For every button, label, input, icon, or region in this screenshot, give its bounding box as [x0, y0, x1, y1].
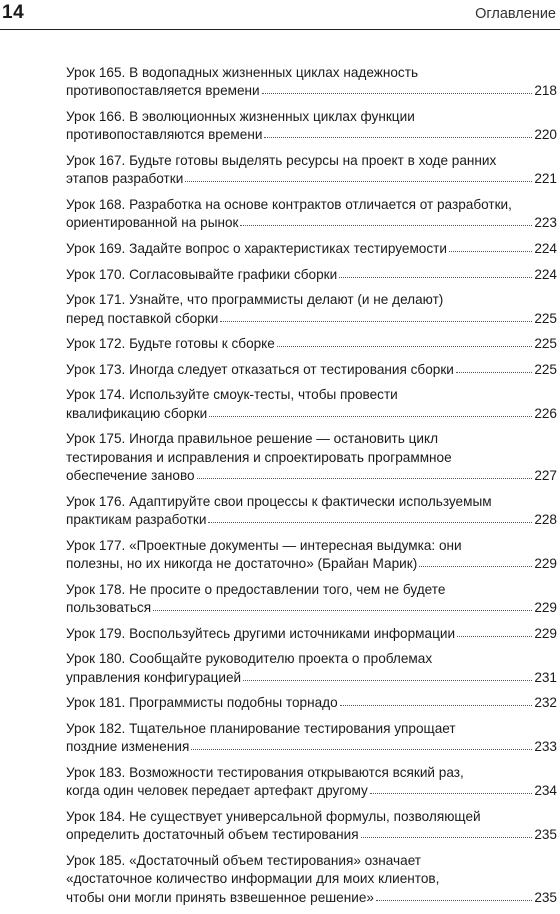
toc-entry-page-number: 234 [534, 783, 557, 799]
toc-entry-last-line [66, 405, 557, 423]
toc-entry-last-line [66, 266, 557, 284]
toc-entry-page-number: 225 [534, 361, 557, 377]
toc-entry-title-line: Урок 170. Согласовывайте графики сборки [66, 266, 338, 282]
dot-leader [457, 636, 532, 637]
dot-leader [340, 705, 533, 706]
dot-leader [185, 181, 532, 182]
toc-entry-page-number: 220 [534, 127, 557, 143]
toc-entry-page-number: 229 [534, 556, 557, 572]
dot-leader [264, 137, 532, 138]
dot-leader [240, 225, 532, 226]
toc-entry-title-line: когда один человек передает артефакт другому [66, 783, 368, 799]
toc-entry-title-line: «достаточное количество информации для моих клиентов, [66, 871, 440, 887]
toc-entry [66, 808, 557, 845]
toc-entry-page-number: 232 [534, 695, 557, 711]
page-header [0, 0, 560, 30]
toc-entry [66, 64, 557, 101]
toc-entry [66, 493, 557, 530]
toc-entry-last-line [66, 889, 557, 907]
toc-entry-title-line: Урок 169. Задайте вопрос о характеристиках тестируемости [66, 241, 447, 256]
toc-entry-title-line: Урок 165. В водопадных жизненных циклах надежность [66, 65, 419, 80]
toc-entry-page-number: 235 [534, 827, 557, 843]
toc-entry-page-number: 228 [534, 512, 557, 528]
toc-entry-page-number: 224 [534, 241, 557, 256]
toc-entry-page-number: 221 [534, 171, 557, 187]
toc-entry-last-line [66, 782, 557, 800]
toc-entry-title-line: Урок 185. «Достаточный объем тестирования» означает [66, 852, 422, 868]
toc-entry [66, 335, 557, 353]
toc-entry-last-line [66, 126, 557, 144]
toc-entry-last-line [66, 310, 557, 328]
toc-entry-title-line: Урок 178. Не просите о предоставлении того, чем не будете [66, 581, 446, 597]
dot-leader [220, 321, 532, 322]
toc-entry-title-line: Урок 173. Иногда следует отказаться от тестирования сборки [66, 361, 454, 377]
toc-entry [66, 291, 557, 328]
dot-leader [191, 749, 532, 750]
toc-entry-last-line [66, 826, 557, 844]
toc-entry-page-number: 218 [534, 83, 557, 99]
toc-entry-page-number: 224 [534, 266, 557, 282]
section-title: Оглавление [475, 6, 556, 22]
toc-entry-title-line: полезны, но их никогда не достаточно» (Брайан Марик) [66, 556, 418, 572]
toc-entry [66, 361, 557, 379]
toc-entry-title-line: Урок 175. Иногда правильное решение — остановить цикл [66, 431, 439, 447]
toc-entry [66, 266, 557, 284]
toc-entry-page-number: 229 [534, 600, 557, 616]
toc-entry [66, 720, 557, 757]
toc-entry-title-line: квалификацию сборки [66, 405, 208, 421]
toc-entry-title-line: Урок 182. Тщательное планирование тестирования упрощает [66, 720, 456, 736]
toc-entry-page-number: 225 [534, 336, 557, 352]
toc-entry-last-line [66, 82, 557, 100]
dot-leader [456, 372, 532, 373]
dot-leader [209, 416, 532, 417]
toc-entry-last-line [66, 694, 557, 712]
toc-entry-title-line: практикам разработки [66, 512, 207, 528]
toc-entry [66, 108, 557, 145]
dot-leader [370, 793, 532, 794]
toc-entry-title-line: Урок 166. В эволюционных жизненных циклах функции [66, 109, 415, 124]
toc-entry-title-line: поздние изменения [66, 739, 190, 755]
toc-entry-title-line: управления конфигурацией [66, 669, 242, 685]
toc-entry-title-line: Урок 181. Программисты подобны торнадо [66, 695, 338, 711]
header-rule [0, 29, 560, 30]
toc-entry-title-line: обеспечение заново [66, 468, 195, 484]
dot-leader [376, 900, 532, 901]
dot-leader [361, 837, 533, 838]
dot-leader [449, 251, 532, 252]
dot-leader [339, 277, 532, 278]
toc-entry-page-number: 226 [534, 405, 557, 421]
toc-entry [66, 430, 557, 485]
toc-entry-last-line [66, 240, 557, 258]
toc-entry [66, 152, 557, 189]
toc-entry-last-line [66, 361, 557, 379]
dot-leader [262, 93, 533, 94]
toc-entry-page-number: 223 [534, 215, 557, 231]
toc-entry-title-line: этапов разработки [66, 171, 184, 187]
toc-entry-last-line [66, 335, 557, 353]
toc-entry-page-number: 225 [534, 310, 557, 326]
toc-entry-title-line: определить достаточный объем тестирования [66, 827, 359, 843]
toc-entry-title-line: Урок 172. Будьте готовы к сборке [66, 336, 275, 352]
toc-entry-title-line: пользоваться [66, 600, 152, 616]
toc-entry-last-line [66, 555, 557, 573]
toc-entry-title-line: Урок 171. Узнайте, что программисты делают (и не делают) [66, 292, 444, 308]
toc-entry-title-line: Урок 179. Воспользуйтесь другими источниками информации [66, 625, 456, 641]
toc-entry-title-line: Урок 168. Разработка на основе контрактов отличается от разработки, [66, 197, 512, 212]
toc-entry-page-number: 227 [534, 468, 557, 484]
toc-entry-last-line [66, 599, 557, 617]
dot-leader [277, 346, 532, 347]
dot-leader [243, 680, 532, 681]
toc-entry-last-line [66, 214, 557, 232]
toc-entry-page-number: 233 [534, 739, 557, 755]
toc-entry-title-line: Урок 184. Не существует универсальной формулы, позволяющей [66, 808, 481, 824]
toc-entry [66, 650, 557, 687]
toc-entry-title-line: тестирования и исправления и спроектировать программное [66, 449, 452, 465]
dot-leader [208, 522, 532, 523]
toc-entry-title-line: ориентированной на рынок [66, 215, 239, 231]
toc-entry-title-line: противопоставляются времени [66, 127, 263, 143]
toc-entry-title-line: Урок 177. «Проектные документы — интересная выдумка: они [66, 537, 462, 553]
dot-leader [153, 610, 532, 611]
toc-entry-title-line: Урок 176. Адаптируйте свои процессы к фактически используемым [66, 493, 492, 509]
toc-entry [66, 386, 557, 423]
toc-entry [66, 625, 557, 643]
toc-entry-title-line: Урок 167. Будьте готовы выделять ресурсы на проект в ходе ранних [66, 153, 497, 168]
toc-entry-title-line: Урок 174. Используйте смоук-тесты, чтобы провести [66, 387, 398, 403]
table-of-contents [66, 64, 557, 914]
toc-entry-page-number: 231 [534, 669, 557, 685]
toc-entry-last-line [66, 511, 557, 529]
toc-entry-title-line: Урок 180. Сообщайте руководителю проекта о проблемах [66, 651, 433, 667]
toc-entry-page-number: 235 [534, 889, 557, 905]
page-number: 14 [2, 2, 25, 23]
toc-entry [66, 537, 557, 574]
toc-entry [66, 694, 557, 712]
toc-entry-last-line [66, 170, 557, 188]
toc-entry [66, 240, 557, 258]
toc-entry-last-line [66, 467, 557, 485]
toc-entry-page-number: 229 [534, 625, 557, 641]
toc-entry-last-line [66, 738, 557, 756]
toc-entry-title-line: чтобы они могли принять взвешенное решение» [66, 889, 374, 905]
toc-entry-last-line [66, 625, 557, 643]
dot-leader [419, 566, 532, 567]
toc-entry-title-line: противопоставляется времени [66, 83, 260, 99]
toc-entry [66, 764, 557, 801]
dot-leader [197, 478, 533, 479]
toc-entry-last-line [66, 669, 557, 687]
toc-entry-title-line: Урок 183. Возможности тестирования открываются всякий раз, [66, 764, 464, 780]
toc-entry [66, 196, 557, 233]
toc-entry [66, 581, 557, 618]
toc-entry-title-line: перед поставкой сборки [66, 310, 219, 326]
toc-entry [66, 852, 557, 907]
